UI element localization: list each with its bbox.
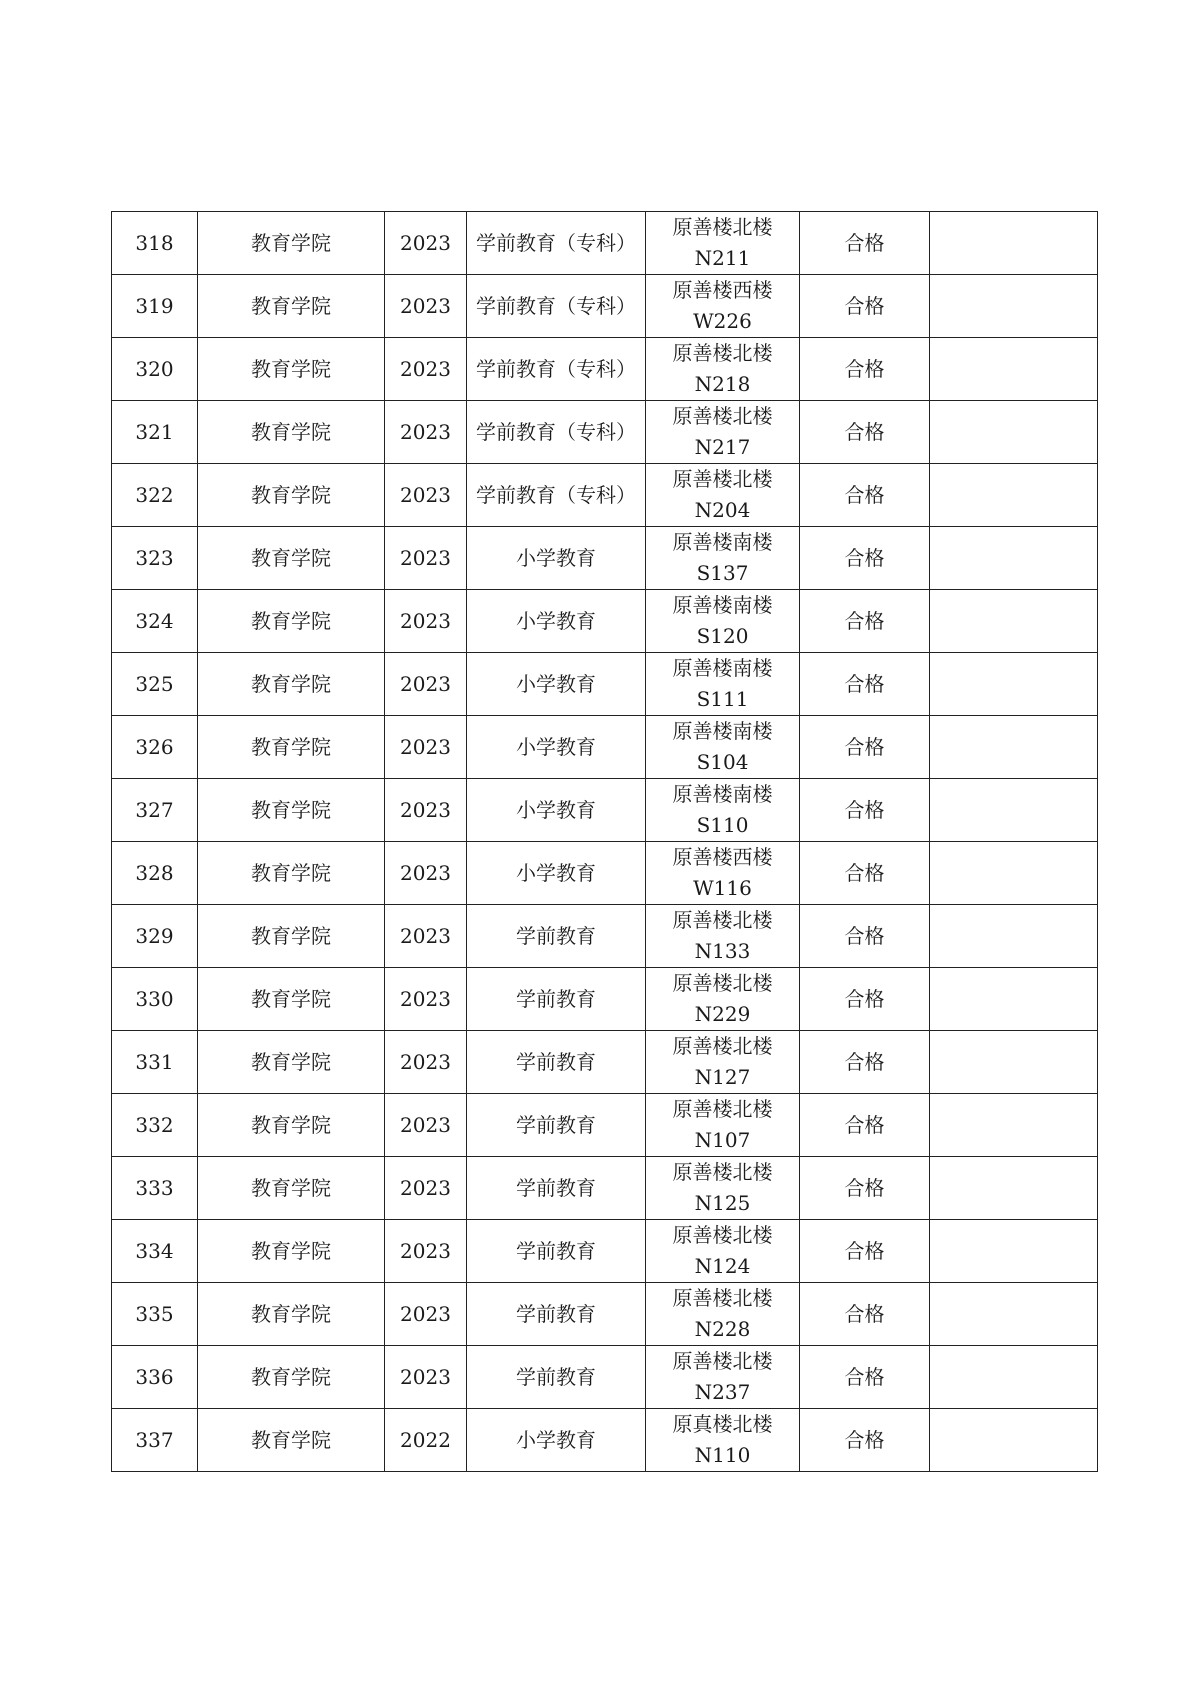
cell-no: 320	[112, 338, 198, 401]
cell-dorm	[646, 590, 800, 653]
dorm-building: 原善楼南楼	[672, 656, 773, 680]
table-row	[112, 653, 1098, 716]
table-row	[112, 1220, 1098, 1283]
cell-dorm	[646, 716, 800, 779]
dorm-building: 原真楼北楼	[672, 1412, 773, 1436]
cell-no: 324	[112, 590, 198, 653]
cell-dorm	[646, 1031, 800, 1094]
cell-no: 336	[112, 1346, 198, 1409]
cell-no: 322	[112, 464, 198, 527]
cell-college: 教育学院	[198, 653, 385, 716]
cell-result: 合格	[800, 1346, 930, 1409]
cell-major: 小学教育	[467, 653, 646, 716]
table-row	[112, 1031, 1098, 1094]
dorm-room: N125	[694, 1191, 751, 1215]
cell-year: 2023	[385, 338, 467, 401]
cell-year: 2023	[385, 1031, 467, 1094]
cell-year: 2023	[385, 653, 467, 716]
cell-result: 合格	[800, 1220, 930, 1283]
dorm-room: W116	[693, 876, 752, 900]
dorm-building: 原善楼北楼	[672, 1160, 773, 1184]
cell-result: 合格	[800, 1409, 930, 1472]
cell-major: 学前教育（专科）	[467, 401, 646, 464]
dorm-room: N237	[694, 1380, 751, 1404]
cell-year: 2023	[385, 1157, 467, 1220]
dorm-building: 原善楼北楼	[672, 404, 773, 428]
dorm-room: N218	[694, 372, 751, 396]
cell-major: 小学教育	[467, 716, 646, 779]
cell-no: 325	[112, 653, 198, 716]
cell-year: 2022	[385, 1409, 467, 1472]
cell-result: 合格	[800, 401, 930, 464]
dorm-room: N228	[694, 1317, 751, 1341]
table-row	[112, 905, 1098, 968]
cell-remark	[930, 1409, 1098, 1472]
cell-no: 321	[112, 401, 198, 464]
cell-dorm	[646, 401, 800, 464]
cell-remark	[930, 1157, 1098, 1220]
cell-college: 教育学院	[198, 212, 385, 275]
dorm-room: W226	[693, 309, 752, 333]
cell-year: 2023	[385, 212, 467, 275]
cell-no: 328	[112, 842, 198, 905]
cell-result: 合格	[800, 968, 930, 1031]
cell-major: 小学教育	[467, 842, 646, 905]
cell-major: 学前教育（专科）	[467, 464, 646, 527]
cell-college: 教育学院	[198, 1031, 385, 1094]
cell-dorm	[646, 842, 800, 905]
cell-result: 合格	[800, 1283, 930, 1346]
dorm-building: 原善楼北楼	[672, 1349, 773, 1373]
cell-dorm	[646, 905, 800, 968]
cell-year: 2023	[385, 968, 467, 1031]
table-row	[112, 968, 1098, 1031]
cell-dorm	[646, 779, 800, 842]
cell-college: 教育学院	[198, 1157, 385, 1220]
dorm-building: 原善楼北楼	[672, 1034, 773, 1058]
dormitory-inspection-table	[111, 211, 1098, 1472]
dorm-building: 原善楼南楼	[672, 593, 773, 617]
cell-college: 教育学院	[198, 968, 385, 1031]
dorm-room: N217	[694, 435, 751, 459]
cell-result: 合格	[800, 905, 930, 968]
dorm-building: 原善楼南楼	[672, 530, 773, 554]
cell-no: 327	[112, 779, 198, 842]
dorm-building: 原善楼南楼	[672, 719, 773, 743]
cell-remark	[930, 464, 1098, 527]
cell-college: 教育学院	[198, 338, 385, 401]
table-body	[112, 212, 1098, 1472]
cell-no: 326	[112, 716, 198, 779]
cell-remark	[930, 275, 1098, 338]
cell-year: 2023	[385, 1220, 467, 1283]
cell-result: 合格	[800, 527, 930, 590]
cell-result: 合格	[800, 590, 930, 653]
cell-college: 教育学院	[198, 1346, 385, 1409]
dorm-room: N204	[694, 498, 751, 522]
cell-remark	[930, 1220, 1098, 1283]
dorm-room: N124	[694, 1254, 751, 1278]
dorm-room: N107	[694, 1128, 751, 1152]
cell-major: 学前教育	[467, 968, 646, 1031]
dorm-building: 原善楼北楼	[672, 1286, 773, 1310]
dorm-building: 原善楼北楼	[672, 1223, 773, 1247]
cell-college: 教育学院	[198, 401, 385, 464]
cell-no: 333	[112, 1157, 198, 1220]
cell-remark	[930, 1283, 1098, 1346]
table-row	[112, 842, 1098, 905]
cell-remark	[930, 716, 1098, 779]
cell-result: 合格	[800, 338, 930, 401]
cell-year: 2023	[385, 1283, 467, 1346]
cell-remark	[930, 1031, 1098, 1094]
cell-college: 教育学院	[198, 716, 385, 779]
cell-no: 337	[112, 1409, 198, 1472]
cell-result: 合格	[800, 1157, 930, 1220]
dorm-room: S120	[696, 624, 749, 648]
cell-no: 318	[112, 212, 198, 275]
cell-college: 教育学院	[198, 1409, 385, 1472]
cell-year: 2023	[385, 779, 467, 842]
table-row	[112, 464, 1098, 527]
cell-result: 合格	[800, 653, 930, 716]
table-row	[112, 1409, 1098, 1472]
cell-year: 2023	[385, 401, 467, 464]
cell-remark	[930, 1094, 1098, 1157]
cell-no: 331	[112, 1031, 198, 1094]
cell-major: 学前教育	[467, 1157, 646, 1220]
cell-year: 2023	[385, 527, 467, 590]
cell-remark	[930, 779, 1098, 842]
cell-major: 小学教育	[467, 590, 646, 653]
cell-college: 教育学院	[198, 842, 385, 905]
dorm-room: N127	[694, 1065, 751, 1089]
cell-dorm	[646, 968, 800, 1031]
cell-remark	[930, 842, 1098, 905]
dorm-building: 原善楼西楼	[672, 278, 773, 302]
cell-major: 小学教育	[467, 1409, 646, 1472]
cell-year: 2023	[385, 590, 467, 653]
cell-college: 教育学院	[198, 527, 385, 590]
cell-dorm	[646, 1346, 800, 1409]
cell-remark	[930, 527, 1098, 590]
cell-major: 学前教育（专科）	[467, 275, 646, 338]
cell-year: 2023	[385, 1346, 467, 1409]
cell-dorm	[646, 338, 800, 401]
cell-major: 学前教育（专科）	[467, 212, 646, 275]
dorm-room: S110	[696, 813, 749, 837]
cell-college: 教育学院	[198, 590, 385, 653]
cell-no: 334	[112, 1220, 198, 1283]
cell-year: 2023	[385, 275, 467, 338]
table-row	[112, 1283, 1098, 1346]
cell-remark	[930, 653, 1098, 716]
cell-dorm	[646, 275, 800, 338]
cell-major: 小学教育	[467, 527, 646, 590]
cell-no: 323	[112, 527, 198, 590]
cell-result: 合格	[800, 212, 930, 275]
dorm-building: 原善楼西楼	[672, 845, 773, 869]
cell-dorm	[646, 212, 800, 275]
cell-dorm	[646, 1094, 800, 1157]
dorm-room: N229	[694, 1002, 751, 1026]
cell-result: 合格	[800, 464, 930, 527]
cell-college: 教育学院	[198, 1094, 385, 1157]
cell-remark	[930, 905, 1098, 968]
cell-result: 合格	[800, 842, 930, 905]
dorm-building: 原善楼北楼	[672, 467, 773, 491]
cell-dorm	[646, 653, 800, 716]
dorm-room: S137	[696, 561, 749, 585]
cell-result: 合格	[800, 275, 930, 338]
cell-major: 学前教育	[467, 1220, 646, 1283]
cell-no: 332	[112, 1094, 198, 1157]
dorm-building: 原善楼南楼	[672, 782, 773, 806]
cell-college: 教育学院	[198, 464, 385, 527]
cell-dorm	[646, 1283, 800, 1346]
cell-college: 教育学院	[198, 779, 385, 842]
cell-year: 2023	[385, 464, 467, 527]
table-row	[112, 590, 1098, 653]
cell-college: 教育学院	[198, 1283, 385, 1346]
cell-major: 学前教育（专科）	[467, 338, 646, 401]
table-row	[112, 1157, 1098, 1220]
table-row	[112, 212, 1098, 275]
table-row	[112, 338, 1098, 401]
cell-dorm	[646, 464, 800, 527]
dorm-room: S104	[696, 750, 749, 774]
cell-result: 合格	[800, 779, 930, 842]
cell-year: 2023	[385, 905, 467, 968]
table-row	[112, 779, 1098, 842]
cell-no: 329	[112, 905, 198, 968]
cell-college: 教育学院	[198, 275, 385, 338]
cell-remark	[930, 338, 1098, 401]
cell-dorm	[646, 1409, 800, 1472]
cell-result: 合格	[800, 716, 930, 779]
cell-remark	[930, 212, 1098, 275]
dorm-room: N110	[694, 1443, 751, 1467]
cell-result: 合格	[800, 1094, 930, 1157]
cell-college: 教育学院	[198, 1220, 385, 1283]
cell-remark	[930, 401, 1098, 464]
cell-major: 学前教育	[467, 1094, 646, 1157]
cell-major: 学前教育	[467, 1346, 646, 1409]
cell-year: 2023	[385, 842, 467, 905]
dorm-building: 原善楼北楼	[672, 971, 773, 995]
cell-no: 330	[112, 968, 198, 1031]
cell-remark	[930, 590, 1098, 653]
cell-remark	[930, 968, 1098, 1031]
cell-result: 合格	[800, 1031, 930, 1094]
cell-major: 小学教育	[467, 779, 646, 842]
cell-college: 教育学院	[198, 905, 385, 968]
cell-major: 学前教育	[467, 1283, 646, 1346]
table-row	[112, 1094, 1098, 1157]
cell-dorm	[646, 1220, 800, 1283]
cell-year: 2023	[385, 716, 467, 779]
table-row	[112, 275, 1098, 338]
cell-major: 学前教育	[467, 905, 646, 968]
dorm-building: 原善楼北楼	[672, 215, 773, 239]
cell-no: 335	[112, 1283, 198, 1346]
cell-dorm	[646, 1157, 800, 1220]
cell-major: 学前教育	[467, 1031, 646, 1094]
table-row	[112, 401, 1098, 464]
cell-year: 2023	[385, 1094, 467, 1157]
dorm-building: 原善楼北楼	[672, 341, 773, 365]
dorm-room: S111	[696, 687, 749, 711]
table-row	[112, 716, 1098, 779]
dorm-building: 原善楼北楼	[672, 908, 773, 932]
table-row	[112, 1346, 1098, 1409]
dorm-room: N133	[694, 939, 751, 963]
table-row	[112, 527, 1098, 590]
dorm-room: N211	[694, 246, 751, 270]
cell-remark	[930, 1346, 1098, 1409]
cell-no: 319	[112, 275, 198, 338]
dorm-building: 原善楼北楼	[672, 1097, 773, 1121]
cell-dorm	[646, 527, 800, 590]
